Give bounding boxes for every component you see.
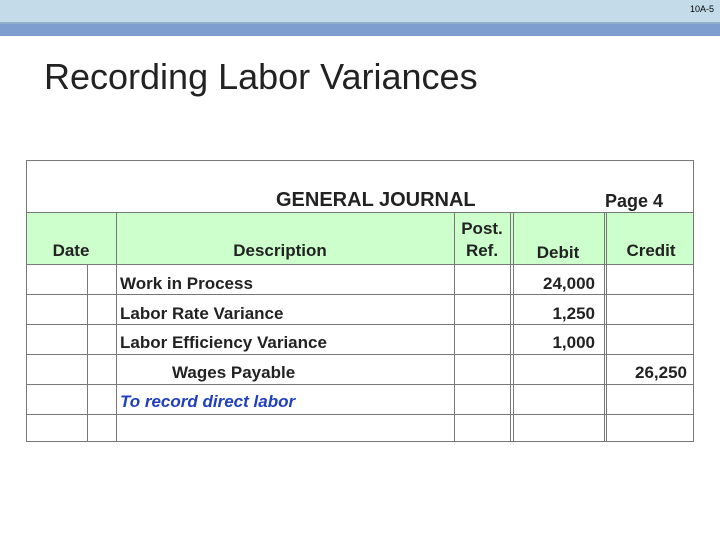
row-divider xyxy=(27,384,693,385)
grid-line xyxy=(116,213,117,441)
grid-line xyxy=(510,213,511,441)
column-header-post-ref-line1: Post. xyxy=(461,219,503,238)
journal-title: GENERAL JOURNAL xyxy=(276,189,476,211)
row-divider xyxy=(27,354,693,355)
entry-description: Labor Rate Variance xyxy=(120,304,284,323)
row-divider xyxy=(27,294,693,295)
grid-line xyxy=(513,213,514,441)
entry-memo: To record direct labor xyxy=(120,392,296,411)
entry-debit: 24,000 xyxy=(543,274,595,293)
entry-debit: 1,000 xyxy=(552,333,595,352)
entry-credit: 26,250 xyxy=(635,363,687,382)
entry-debit: 1,250 xyxy=(552,304,595,323)
entry-description: Wages Payable xyxy=(172,363,296,382)
journal-page-label: Page 4 xyxy=(605,191,664,211)
grid-line xyxy=(604,213,605,441)
column-header-post-ref-line2: Ref. xyxy=(465,241,499,260)
grid-line xyxy=(454,213,455,441)
journal-header xyxy=(27,161,693,213)
row-divider xyxy=(27,414,693,415)
column-header-row xyxy=(27,213,693,265)
entry-description: Work in Process xyxy=(120,274,253,293)
header-band xyxy=(0,0,720,24)
accent-band xyxy=(0,24,720,36)
entry-description: Labor Efficiency Variance xyxy=(120,333,327,352)
slide-number: 10A-5 xyxy=(689,4,714,14)
general-journal xyxy=(26,160,694,442)
column-header-credit: Credit xyxy=(626,241,676,260)
slide-title: Recording Labor Variances xyxy=(44,56,478,97)
column-header-date: Date xyxy=(52,241,90,260)
grid-line xyxy=(606,213,607,441)
row-divider xyxy=(27,324,693,325)
column-header-description: Description xyxy=(233,241,327,260)
column-header-debit: Debit xyxy=(536,243,580,262)
